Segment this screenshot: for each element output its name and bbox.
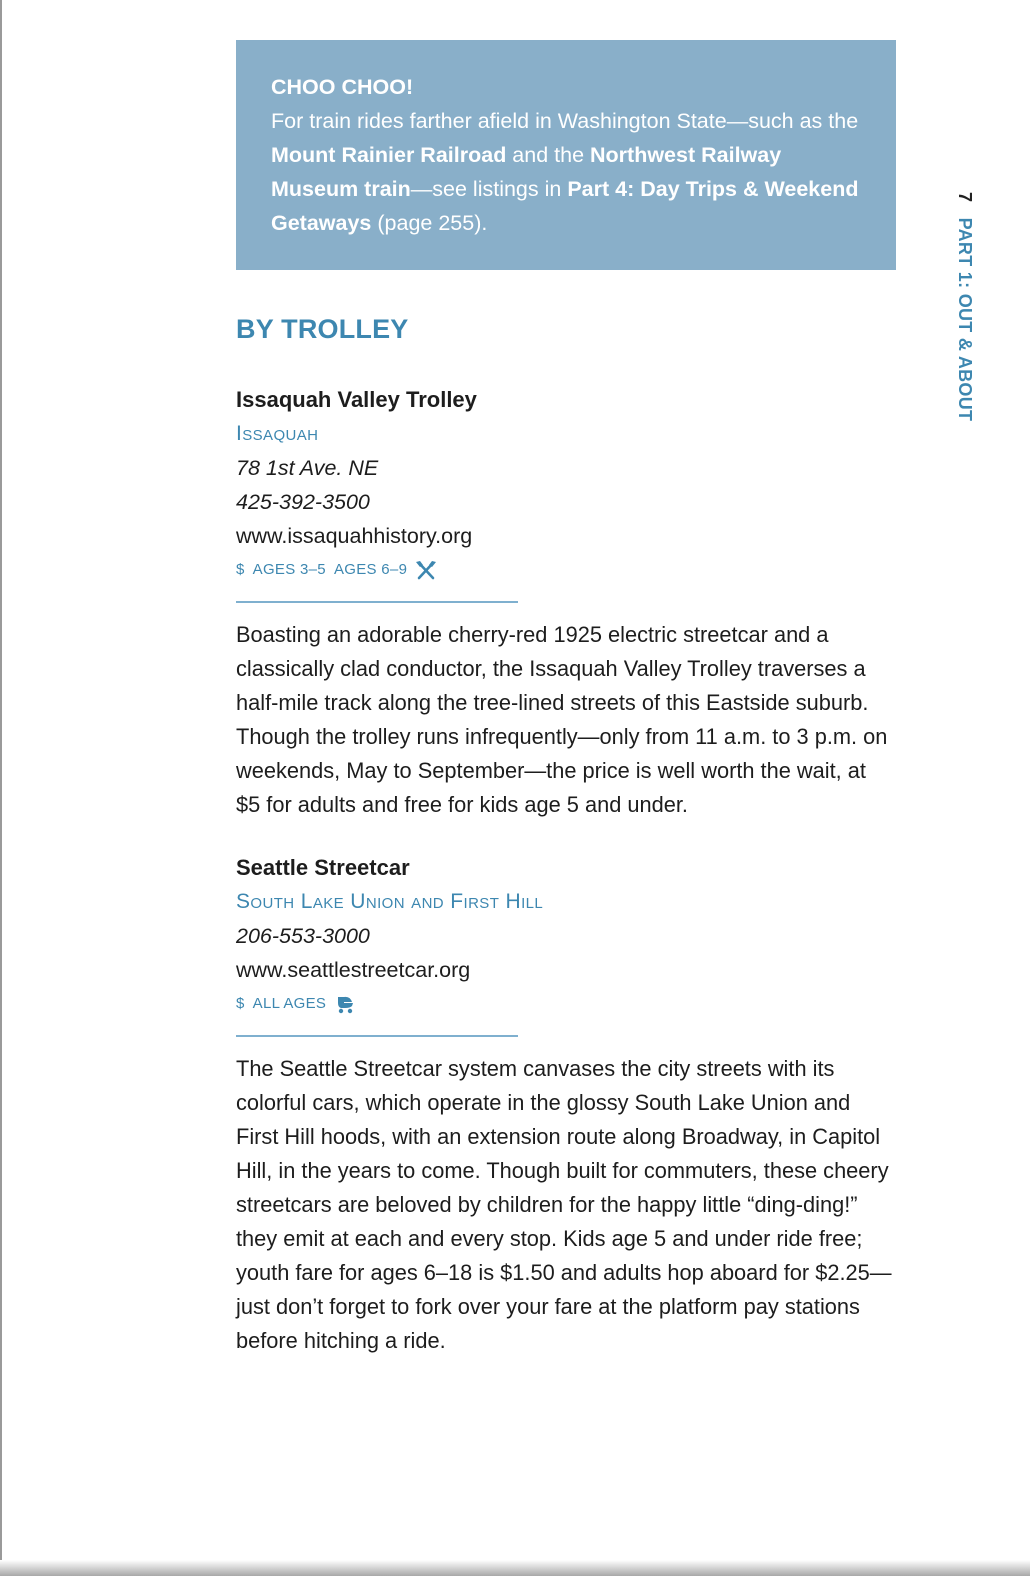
running-head-label: PART 1: OUT & ABOUT	[955, 217, 975, 422]
page-bottom-shadow	[0, 1560, 1030, 1576]
sidebar-title: CHOO CHOO!	[271, 75, 414, 99]
sidebar-text-1: For train rides farther afield in Washington State—such as the	[271, 109, 859, 133]
listing-location: Issaquah	[236, 422, 319, 445]
listing-location: South Lake Union and First Hill	[236, 890, 544, 913]
listing-seattle-streetcar	[236, 851, 896, 1358]
listing-meta	[236, 553, 896, 587]
sidebar-bold-mount-rainier: Mount Rainier Railroad	[271, 143, 507, 167]
listing-meta	[236, 987, 896, 1021]
listing-address: 78 1st Ave. NE	[236, 456, 379, 480]
age-label: ALL AGES	[252, 995, 327, 1012]
sidebar-bold-part-4: Part 4: Day Trips & Weekend Getaways	[271, 177, 859, 235]
listing-phone: 206-553-3000	[236, 924, 370, 948]
price-label: $	[236, 561, 245, 578]
listing-name: Issaquah Valley Trolley	[236, 387, 477, 412]
stroller-icon	[334, 994, 356, 1014]
sidebar-bold-northwest-railway: Northwest Railway Museum train	[271, 143, 782, 201]
section-heading: BY TROLLEY	[236, 314, 409, 344]
divider	[236, 601, 518, 603]
page-edge-shadow	[0, 0, 2, 1576]
sidebar-callout	[236, 40, 896, 270]
listing-description: Boasting an adorable cherry-red 1925 electric streetcar and a classically clad conductor, the Issaquah Valley Trolley traverses a half-mile track along the tree-lined streets of this Eastside suburb. Though the trolley runs infrequently—only from 11 a.m. to 3 p.m. on weekends, May to September—the price is well worth the wait, at $5 for adults and free for kids age 5 and under.	[236, 622, 888, 817]
sidebar-text	[271, 109, 858, 235]
listing-description: The Seattle Streetcar system canvases the city streets with its colorful cars, which operate in the glossy South Lake Union and First Hill hoods, with an extension route along Broadway, in Capitol Hill, in the years to come. Though built for commuters, these cheery streetcars are beloved by children for the happy little “ding-ding!” they emit at each and every stop. Kids age 5 and under ride free; youth fare for ages 6–18 is $1.50 and adults hop aboard for $2.25—just don’t forget to fork over your fare at the platform pay stations before hitching a ride.	[236, 1056, 892, 1353]
age-label: AGES 6–9	[333, 561, 408, 578]
running-head	[954, 192, 975, 421]
listing-website[interactable]: www.seattlestreetcar.org	[236, 958, 471, 982]
listing-name: Seattle Streetcar	[236, 855, 410, 880]
listing-phone: 425-392-3500	[236, 490, 370, 514]
sidebar-text-4: (page 255).	[371, 211, 488, 235]
sidebar-text-3: —see listings in	[410, 177, 568, 201]
page-number: 7	[955, 192, 975, 203]
sidebar-text-2: and the	[506, 143, 591, 167]
price-label: $	[236, 995, 245, 1012]
divider	[236, 1035, 518, 1037]
fork-knife-icon	[415, 560, 437, 580]
listing-website[interactable]: www.issaquahhistory.org	[236, 524, 473, 548]
age-label: AGES 3–5	[252, 561, 326, 578]
listing-issaquah-valley-trolley	[236, 383, 896, 822]
